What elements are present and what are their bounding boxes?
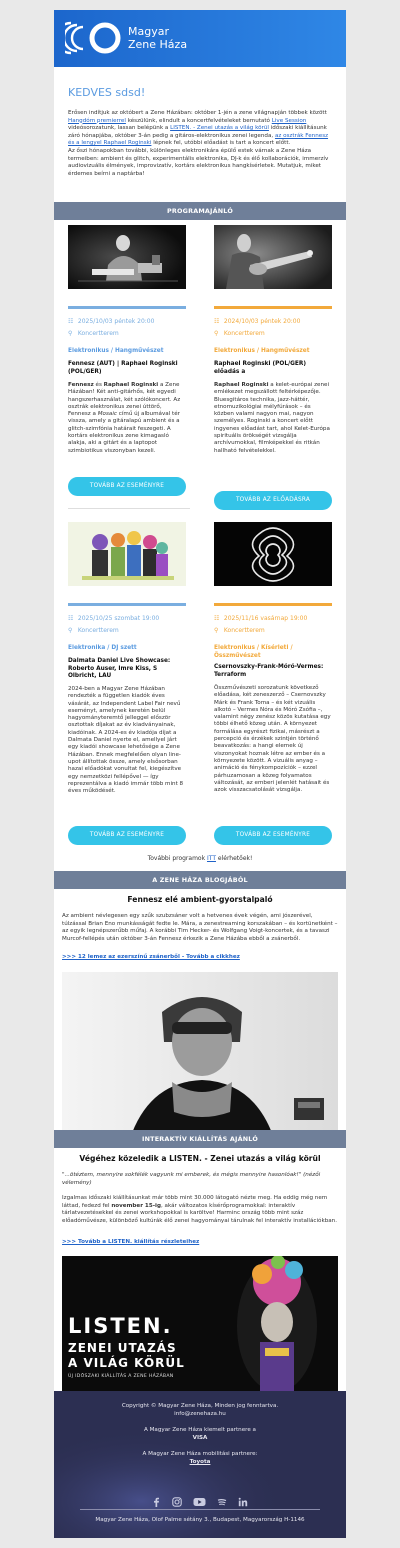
calendar-icon: ☷ [68,615,74,622]
event-venue [214,330,265,337]
blog-text: Az ambient névlegesen egy szűk szubzsáner volt a hetvenes évek végén, ami jószerével, túlzással Brian Eno munkásságát fedte le. Mára, a zenestreaming korszakában – és kortünetként – az egyik legnépszerűbb műfaj. A korábbi Tim Hecker- és Wolfgang Voigt-koncertek, és a tavaszi Murcof-fellépés után október 3-án Fennesz érkezik a Zene Házába ebből a zsánerből. [62,913,338,942]
social-links [54,1491,346,1505]
event-category: Elektronikus / Hangművészet [68,348,164,354]
event-button-1[interactable]: TOVÁBB AZ ESEMÉNYRE [68,477,186,496]
poster-title: LISTEN. [68,1314,173,1338]
logo-wordmark [128,25,187,51]
greeting: KEDVES sdsd! [68,86,146,99]
event-card-4 [214,522,338,852]
footer-partner1-name [54,1435,346,1442]
event-date [214,615,307,622]
intro-text-part: időszaki kiállításunk záró hónapjába, október 3-án pedig a gitáros-elektronikus zenei legenda, [68,125,327,139]
program-section-bar: PROGRAMAJÁNLÓ [54,202,346,220]
exhibit-quote: "...ötéztem, mennyire sokfélék vagyunk mi emberek, és mégis mennyire hasonlóak!" (nézői vélemény) [62,1172,321,1186]
event-description [214,382,332,455]
event-venue-text: Koncertterem [223,627,265,634]
event-desc-part: a Zene Házában! Két anti-gitárhős, két egyedi hangszerhasználat, két szólókoncert. Az osztrák elektronikus zenei úttörő, Fennesz a [68,382,181,418]
event-venue-text: Koncertterem [77,627,119,634]
event-venue-text: Koncertterem [223,330,265,337]
logo-line1: Magyar [128,25,169,38]
linkedin-icon[interactable] [238,1497,248,1507]
event-desc-part: a kelet-európai zenei emlékezet megszállott feltérképezője. Bluesgitáros technika, jazz-háttér, etnomuzikológiai mélyfúrások – és közben valami nagyon mai, nagyon személyes. Roginski a koncert előtt ingyenes előadást tart, ahol Kelet-Európa spirituális örökségét vizsgálja archívumokkal, filmképekkel és ritkán hallható felvételekkel. [214,382,330,454]
logo-icon [65,21,123,55]
spotify-icon[interactable] [217,1497,227,1507]
footer-address: Magyar Zene Háza, Olof Palme sétány 3., Budapest, Magyarország H-1146 [95,1517,305,1523]
footer-copyright: Copyright © Magyar Zene Háza, Minden jog fenntartva. [121,1403,279,1409]
divider [68,508,190,509]
exhibit-text-bold: november 15-ig [111,1202,161,1209]
toyota-link[interactable]: Toyota [189,1459,211,1465]
event-accent-line [68,306,186,309]
event-description [68,382,186,455]
live-session-link[interactable]: Live Session [271,117,307,124]
exhibit-title: Végéhez közeledik a LISTEN. - Zenei utazás a világ körül [79,1154,321,1163]
event-venue [214,627,265,634]
event-date [214,318,300,325]
logo-line2: Zene Háza [128,38,188,51]
event-venue-text: Koncertterem [77,330,119,337]
event-desc-part: és [93,382,104,388]
event-desc-bold: Raphael Roginski [214,382,269,388]
event-title: Dalmata Daniel Live Showcase: Roberto Auser, Imre Kiss, S Olbricht, LAU [68,658,171,679]
intro-text-part: Erősen indítjuk az októbert a Zene Házában: október 1-jén a zene világnapján többek között [68,110,327,116]
blog-section-bar: A ZENE HÁZA BLOGJÁBÓL [54,871,346,889]
event-title: Raphael Roginski (POL/GER) előadás a [214,361,306,375]
event-description: Összművészeti sorozatunk következő előadása, két zeneszerző – Csernovszky Márk és Frank Toma – és két vizuális alkotó – Vermes Nóra és Móró Zsófia –, valamint négy zenész közös kutatása egy többi élhető közeg után. A környezet formálása egyrészt fizikai, másrészt a percepció és érzékek szintjén történő beavatkozás: a hangi elemek új viszonyokat hoznak létre az ember és a környezete között. A vizuális anyag – animáció és fénykompozíciók – ezzel párhuzamosan a közeg folyamatos változását, az emberi jelenlét hatásait és azok visszacsatolását vizsgálja. [214,685,331,794]
instagram-icon[interactable] [172,1497,182,1507]
event-accent-line [214,603,332,606]
event-accent-line [68,603,186,606]
intro-text-part: lépnek fel, utóbbi előadást is tart a koncert előtt. [151,140,291,147]
more-programs-link[interactable]: ITT [206,855,216,862]
location-pin-icon: ⚲ [214,330,219,337]
event-date-text: 2025/11/16 vasárnap 19:00 [223,615,308,622]
header [54,10,346,67]
event-button-3[interactable]: TOVÁBB AZ ESEMÉNYRE [68,826,186,845]
event-card-3 [68,522,192,852]
poster-line4: ÚJ IDŐSZAKI KIÁLLÍTÁS A ZENE HÁZÁBAN [68,1374,174,1379]
event-title: Csernovszky-Frank-Móró-Vermes: Terraform [214,664,324,678]
event-image-3[interactable] [68,522,186,586]
event-venue [68,330,119,337]
poster-line2: ZENEI UTAZÁS [68,1341,177,1355]
fennesz-roginski-link[interactable]: az osztrák Fennesz és a lengyel Raphael Roginski [68,132,329,147]
footer-divider [80,1509,320,1510]
facebook-icon[interactable] [152,1497,161,1507]
more-programs-text: További programok [147,855,207,862]
intro-text-part: készülünk, elindult a koncertfelvételeket bemutató [125,117,272,124]
exhibit-text [62,1195,338,1225]
event-card-2 [214,225,338,515]
exhibit-text-part: , akár változatos kísérőprogramokkal: interaktív tárlatvezetésekkel és zenei workshopokkal is karöltve! Harminc ország több mint száz előadóművésze, különböző kultúrák élő zenei hagyományai tárulnak fel interaktív installációkban. [62,1202,338,1224]
intro-text [68,110,332,178]
footer [54,1391,346,1538]
event-category: Elektronikus / Hangművészet [214,348,310,354]
listen-link[interactable]: LISTEN. - Zenei utazás a világ körül [170,125,269,132]
blog-link[interactable]: >>> 12 lemez az ezerszínű zsánerből - Tovább a cikkhez [62,954,240,960]
visa-text: VISA [192,1435,208,1441]
calendar-icon: ☷ [214,318,220,325]
event-venue [68,627,119,634]
event-desc-part: című új albumával tér vissza, amely a gitáralapú ambient és a glitch-szimfónia határait feszegeti. A kortárs elektronikus zene kimagasló alakja, aki a gitárt és a laptopot szimbiotikus viszonyban kezeli. [68,411,180,454]
event-button-4[interactable]: TOVÁBB AZ ESEMÉNYRE [214,826,332,845]
event-desc-bold: Fennesz [68,382,94,388]
blog-title: Fennesz elé ambient-gyorstalpaló [127,895,273,904]
event-date-text: 2025/10/25 szombat 19:00 [77,615,160,622]
event-card-1 [68,225,192,515]
event-accent-line [214,306,332,309]
event-description: 2024-ben a Magyar Zene Házában rendezték a független kiadók éves vásárát, az Independent Label Fair nevű eseményt, amelynek keretén belül hagyományteremtő jelleggel először osztottak díjakat az év kiadványainak, kiadóinak. A 2024-es év kiadója díjat a Dalmata Daniel nyerte el, amellyel járt egy kiadói showcase lehetősége a Zene Házában. Ennek megfelelően olyan line-upot állítottak össze, amely elsősorban hazai előadókat vonultat fel, kiegészítve egy nemzetközi fellépővel — így reprezentálva a kiadó immár több mint 8 éves működését. [68,686,184,795]
footer-partner1-label: A Magyar Zene Háza kiemelt partnere a [144,1427,256,1433]
intro-paragraph-2: Az őszi hónapokban további, különleges elektronikára épülő estek várnak a Zene Háza termeiben: ambient és glitch, experimentális elektronika, DJ-k és élő kollaborációk, immerzív audiovizuális élmények, improvizatív, kortárs elektronikus hangkísérletek. Mutatjuk, miket érdemes beírni a naptárba! [68,147,329,177]
location-pin-icon: ⚲ [68,330,73,337]
footer-email[interactable]: info@zenehaza.hu [174,1411,226,1417]
event-date-text: 2024/10/03 péntek 20:00 [223,318,301,325]
event-category: Elektronikus / Kísérleti / Összművészet [214,645,293,659]
location-pin-icon: ⚲ [68,627,73,634]
intro-text-part: videósorozatunk, lassan belépünk a [68,125,171,132]
calendar-icon: ☷ [214,615,220,622]
poster-line3: A VILÁG KÖRÜL [68,1356,185,1370]
event-date [68,615,159,622]
newsletter [54,10,346,1538]
event-image-1[interactable] [68,225,186,289]
event-desc-bold: Raphael Roginski [103,382,159,388]
blog-photo[interactable] [62,972,338,1133]
event-button-2[interactable]: TOVÁBB AZ ELŐADÁSRA [214,491,332,510]
exhibit-link[interactable]: >>> Tovább a LISTEN. kiállítás részleteihez [62,1239,200,1245]
event-category: Elektronika / DJ szett [68,645,137,651]
event-image-4[interactable] [214,522,332,586]
youtube-icon[interactable] [193,1497,206,1507]
exhibit-section-bar: INTERAKTÍV KIÁLLÍTÁS AJÁNLÓ [54,1130,346,1148]
event-desc-italic: Mosaic [97,411,117,418]
exhibit-poster[interactable] [62,1256,338,1391]
event-date-text: 2025/10/03 péntek 20:00 [77,318,155,325]
footer-partner2-name[interactable] [54,1459,346,1466]
event-date [68,318,154,325]
location-pin-icon: ⚲ [214,627,219,634]
hangdom-link[interactable]: Hangdóm premierrel [68,117,126,124]
calendar-icon: ☷ [68,318,74,325]
more-programs-suffix: elérhetőek! [215,855,253,862]
event-title: Fennesz (AUT) | Raphael Roginski (POL/GER) [68,361,178,375]
exhibit-text-part: Izgalmas időszaki kiállításunkat már több mint 30.000 látogató nézte meg. Ha eddig még nem láttad, fedezd fel [62,1195,328,1209]
footer-partner2-label: A Magyar Zene Háza mobilitási partnere: [142,1451,258,1457]
event-image-2[interactable] [214,225,332,289]
more-programs [54,855,346,862]
